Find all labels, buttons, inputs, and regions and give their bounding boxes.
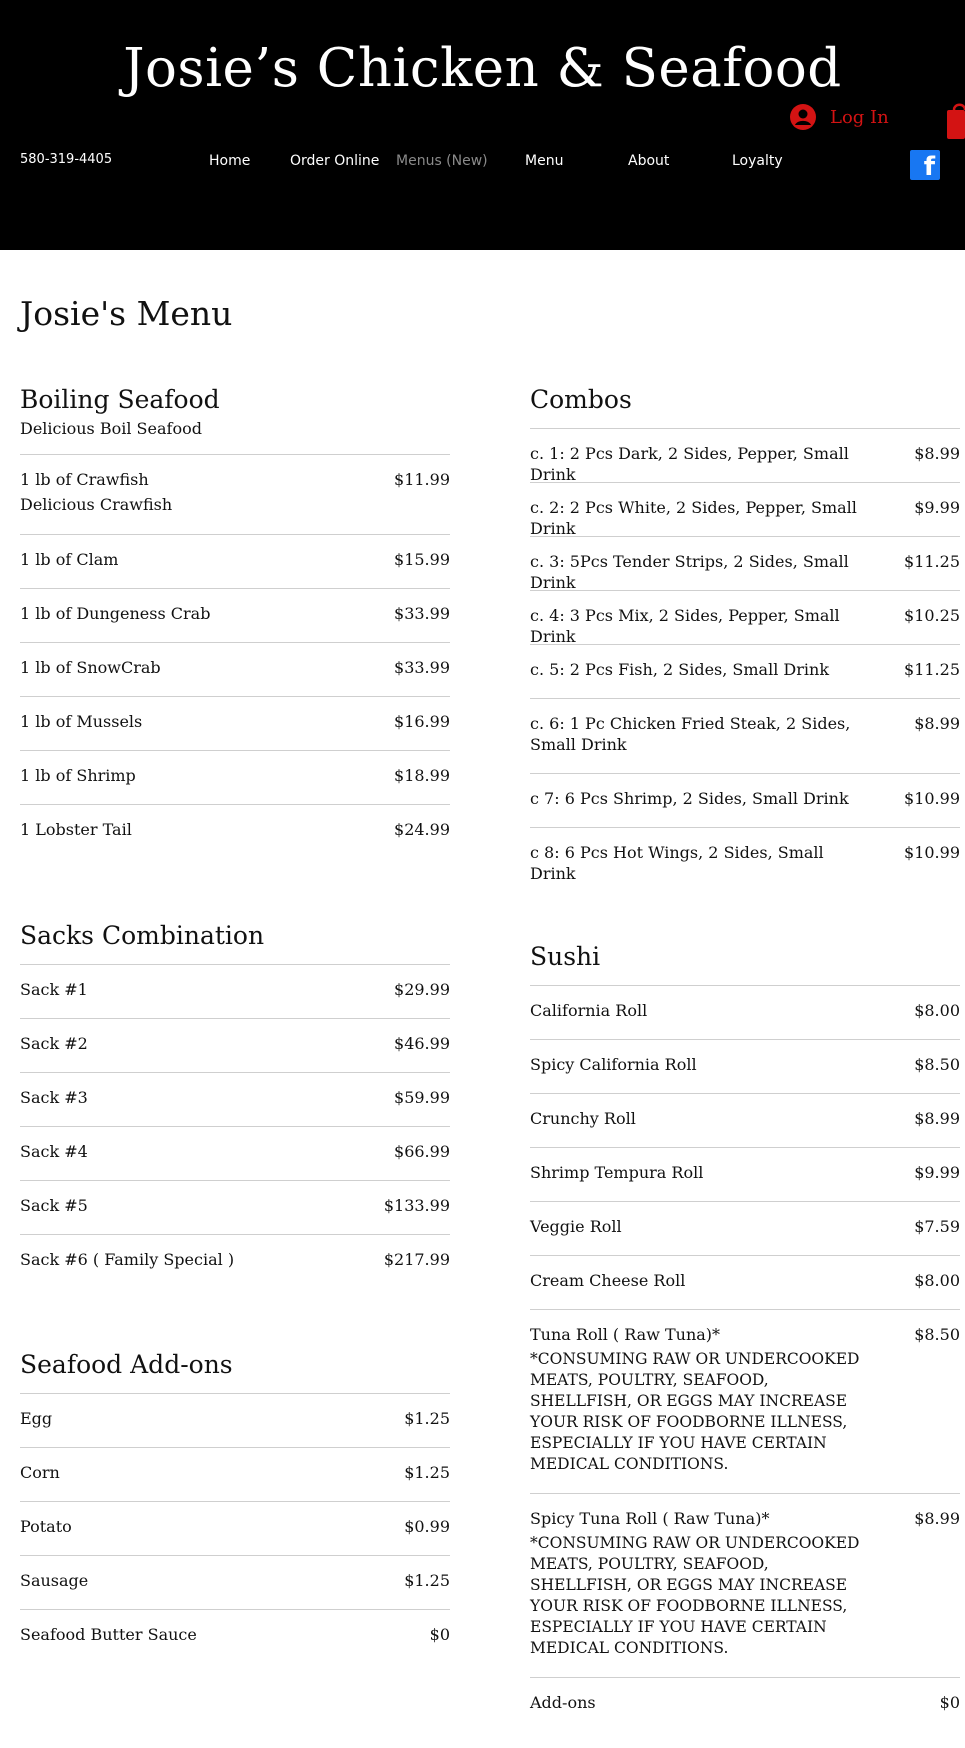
- item-name: c. 3: 5Pcs Tender Strips, 2 Sides, Small Drink: [530, 552, 849, 592]
- item-name: 1 lb of SnowCrab: [20, 658, 161, 677]
- menu-item[interactable]: [20, 1018, 450, 1072]
- menu-item[interactable]: [20, 1393, 450, 1447]
- item-name: c. 2: 2 Pcs White, 2 Sides, Pepper, Small Drink: [530, 498, 857, 538]
- menu-item[interactable]: [530, 1255, 960, 1309]
- item-price: $0.99: [404, 1517, 450, 1536]
- item-price: $0: [429, 1625, 450, 1644]
- menu-item[interactable]: [20, 1555, 450, 1609]
- section-seafood-addons: [20, 1349, 450, 1663]
- item-price: $1.25: [404, 1571, 450, 1590]
- item-price: $8.00: [914, 1271, 960, 1290]
- item-price: $10.25: [904, 606, 960, 625]
- item-name: Sack #1: [20, 980, 88, 999]
- item-name: Egg: [20, 1409, 53, 1428]
- menu-item[interactable]: [20, 534, 450, 588]
- item-name: Sack #5: [20, 1196, 88, 1215]
- item-name: c. 5: 2 Pcs Fish, 2 Sides, Small Drink: [530, 660, 830, 679]
- menu-item[interactable]: [530, 536, 960, 590]
- item-price: $11.25: [904, 660, 960, 679]
- item-name: Add-ons: [530, 1693, 596, 1712]
- menu-item[interactable]: [530, 482, 960, 536]
- item-name: Sack #6 ( Family Special ): [20, 1250, 235, 1269]
- section-title: Combos: [530, 385, 632, 414]
- user-avatar-icon: [790, 104, 816, 130]
- section-title: Sacks Combination: [20, 921, 265, 950]
- item-description: Delicious Crawfish: [20, 495, 173, 514]
- nav-order-online[interactable]: Order Online: [290, 153, 380, 169]
- menu-item[interactable]: [20, 696, 450, 750]
- item-price: $9.99: [914, 1163, 960, 1182]
- item-price: $29.99: [394, 980, 450, 999]
- nav-menus-new[interactable]: Menus (New): [396, 153, 488, 169]
- item-price: $33.99: [394, 604, 450, 623]
- item-name: 1 lb of Mussels: [20, 712, 143, 731]
- item-name: Sack #3: [20, 1088, 88, 1107]
- menu-item[interactable]: [20, 588, 450, 642]
- menu-item[interactable]: [530, 827, 960, 881]
- item-name: Sack #4: [20, 1142, 88, 1161]
- menu-item[interactable]: [20, 804, 450, 858]
- login-label: Log In: [830, 106, 889, 128]
- menu-item[interactable]: [20, 1072, 450, 1126]
- item-name: California Roll: [530, 1001, 648, 1020]
- item-name: Cream Cheese Roll: [530, 1271, 686, 1290]
- phone-number: 580-319-4405: [20, 152, 113, 167]
- menu-item[interactable]: [20, 1180, 450, 1234]
- menu-item[interactable]: [530, 1147, 960, 1201]
- menu-item[interactable]: [20, 1447, 450, 1501]
- item-name: c 8: 6 Pcs Hot Wings, 2 Sides, Small Drink: [530, 843, 824, 883]
- section-description: Delicious Boil Seafood: [20, 419, 202, 438]
- item-name: Tuna Roll ( Raw Tuna)*: [530, 1325, 721, 1344]
- site-header: [0, 0, 965, 250]
- menu-item[interactable]: [20, 1126, 450, 1180]
- raw-food-notice: *CONSUMING RAW OR UNDERCOOKED MEATS, POULTRY, SEAFOOD, SHELLFISH, OR EGGS MAY INCREASE YOUR RISK OF FOODBORNE ILLNESS, ESPECIALLY IF YOU HAVE CERTAIN MEDICAL CONDITIONS.: [530, 1534, 860, 1657]
- shopping-bag-icon[interactable]: [946, 100, 965, 140]
- nav-home[interactable]: Home: [209, 153, 251, 169]
- section-title: Seafood Add-ons: [20, 1350, 233, 1379]
- item-name: 1 lb of Clam: [20, 550, 119, 569]
- section-title: Sushi: [530, 942, 601, 971]
- item-name: c. 6: 1 Pc Chicken Fried Steak, 2 Sides, Small Drink: [530, 714, 851, 754]
- menu-item[interactable]: [530, 985, 960, 1039]
- menu-item[interactable]: [530, 1093, 960, 1147]
- menu-item[interactable]: [530, 428, 960, 482]
- menu-item[interactable]: [20, 454, 450, 534]
- menu-item[interactable]: [20, 1501, 450, 1555]
- item-name: 1 lb of Shrimp: [20, 766, 136, 785]
- menu-item[interactable]: [530, 1677, 960, 1727]
- item-price: $8.99: [914, 1109, 960, 1128]
- item-price: $217.99: [383, 1250, 450, 1269]
- item-name: c. 1: 2 Pcs Dark, 2 Sides, Pepper, Small Drink: [530, 444, 849, 484]
- item-name: Shrimp Tempura Roll: [530, 1163, 704, 1182]
- menu-item[interactable]: [20, 1609, 450, 1663]
- item-price: $9.99: [914, 498, 960, 517]
- menu-item[interactable]: [530, 644, 960, 698]
- item-price: $0: [939, 1693, 960, 1712]
- section-combos: [530, 384, 960, 881]
- item-price: $8.50: [914, 1325, 960, 1344]
- item-price: $8.00: [914, 1001, 960, 1020]
- item-name: Potato: [20, 1517, 72, 1536]
- item-price: $10.99: [904, 843, 960, 862]
- section-sushi: [530, 941, 960, 1727]
- item-price: $24.99: [394, 820, 450, 839]
- section-title: Boiling Seafood: [20, 385, 220, 414]
- page-title: Josie's Menu: [20, 294, 233, 333]
- menu-item[interactable]: [530, 1309, 960, 1493]
- site-title[interactable]: Josie’s Chicken & Seafood: [123, 38, 842, 99]
- item-price: $1.25: [404, 1463, 450, 1482]
- menu-item[interactable]: [530, 1493, 960, 1677]
- item-name: Corn: [20, 1463, 60, 1482]
- menu-item[interactable]: [530, 773, 960, 827]
- section-sacks-combination: [20, 920, 450, 1288]
- item-price: $1.25: [404, 1409, 450, 1428]
- item-name: Spicy California Roll: [530, 1055, 697, 1074]
- item-price: $66.99: [394, 1142, 450, 1161]
- item-price: $11.99: [394, 470, 450, 489]
- raw-food-notice: *CONSUMING RAW OR UNDERCOOKED MEATS, POULTRY, SEAFOOD, SHELLFISH, OR EGGS MAY INCREASE YOUR RISK OF FOODBORNE ILLNESS, ESPECIALLY IF YOU HAVE CERTAIN MEDICAL CONDITIONS.: [530, 1350, 860, 1473]
- menu-item[interactable]: [530, 1201, 960, 1255]
- menu-item[interactable]: [530, 698, 960, 773]
- item-price: $11.25: [904, 552, 960, 571]
- item-price: $8.99: [914, 1509, 960, 1528]
- item-name: Veggie Roll: [530, 1217, 622, 1236]
- item-price: $8.99: [914, 444, 960, 463]
- facebook-icon[interactable]: f: [910, 150, 940, 180]
- item-price: $46.99: [394, 1034, 450, 1053]
- menu-item[interactable]: [20, 750, 450, 804]
- item-price: $10.99: [904, 789, 960, 808]
- item-price: $7.59: [914, 1217, 960, 1236]
- item-price: $15.99: [394, 550, 450, 569]
- item-price: $8.50: [914, 1055, 960, 1074]
- item-name: c. 4: 3 Pcs Mix, 2 Sides, Pepper, Small Drink: [530, 606, 840, 646]
- item-name: c 7: 6 Pcs Shrimp, 2 Sides, Small Drink: [530, 789, 849, 808]
- nav-loyalty[interactable]: Loyalty: [732, 153, 783, 169]
- item-price: $33.99: [394, 658, 450, 677]
- item-price: $59.99: [394, 1088, 450, 1107]
- menu-item[interactable]: [20, 1234, 450, 1288]
- item-price: $133.99: [383, 1196, 450, 1215]
- item-name: 1 lb of Crawfish: [20, 470, 149, 489]
- nav-about[interactable]: About: [628, 153, 670, 169]
- login-button[interactable]: [790, 104, 889, 130]
- item-name: Spicy Tuna Roll ( Raw Tuna)*: [530, 1509, 770, 1528]
- item-name: 1 Lobster Tail: [20, 820, 132, 839]
- item-price: $16.99: [394, 712, 450, 731]
- menu-item[interactable]: [20, 964, 450, 1018]
- item-price: $18.99: [394, 766, 450, 785]
- item-name: 1 lb of Dungeness Crab: [20, 604, 211, 623]
- item-name: Sausage: [20, 1571, 89, 1590]
- menu-item[interactable]: [530, 1039, 960, 1093]
- menu-item[interactable]: [20, 642, 450, 696]
- item-price: $8.99: [914, 714, 960, 733]
- item-name: Sack #2: [20, 1034, 88, 1053]
- section-boiling-seafood: [20, 384, 450, 858]
- item-name: Crunchy Roll: [530, 1109, 636, 1128]
- nav-menu[interactable]: Menu: [525, 153, 564, 169]
- menu-item[interactable]: [530, 590, 960, 644]
- item-name: Seafood Butter Sauce: [20, 1625, 197, 1644]
